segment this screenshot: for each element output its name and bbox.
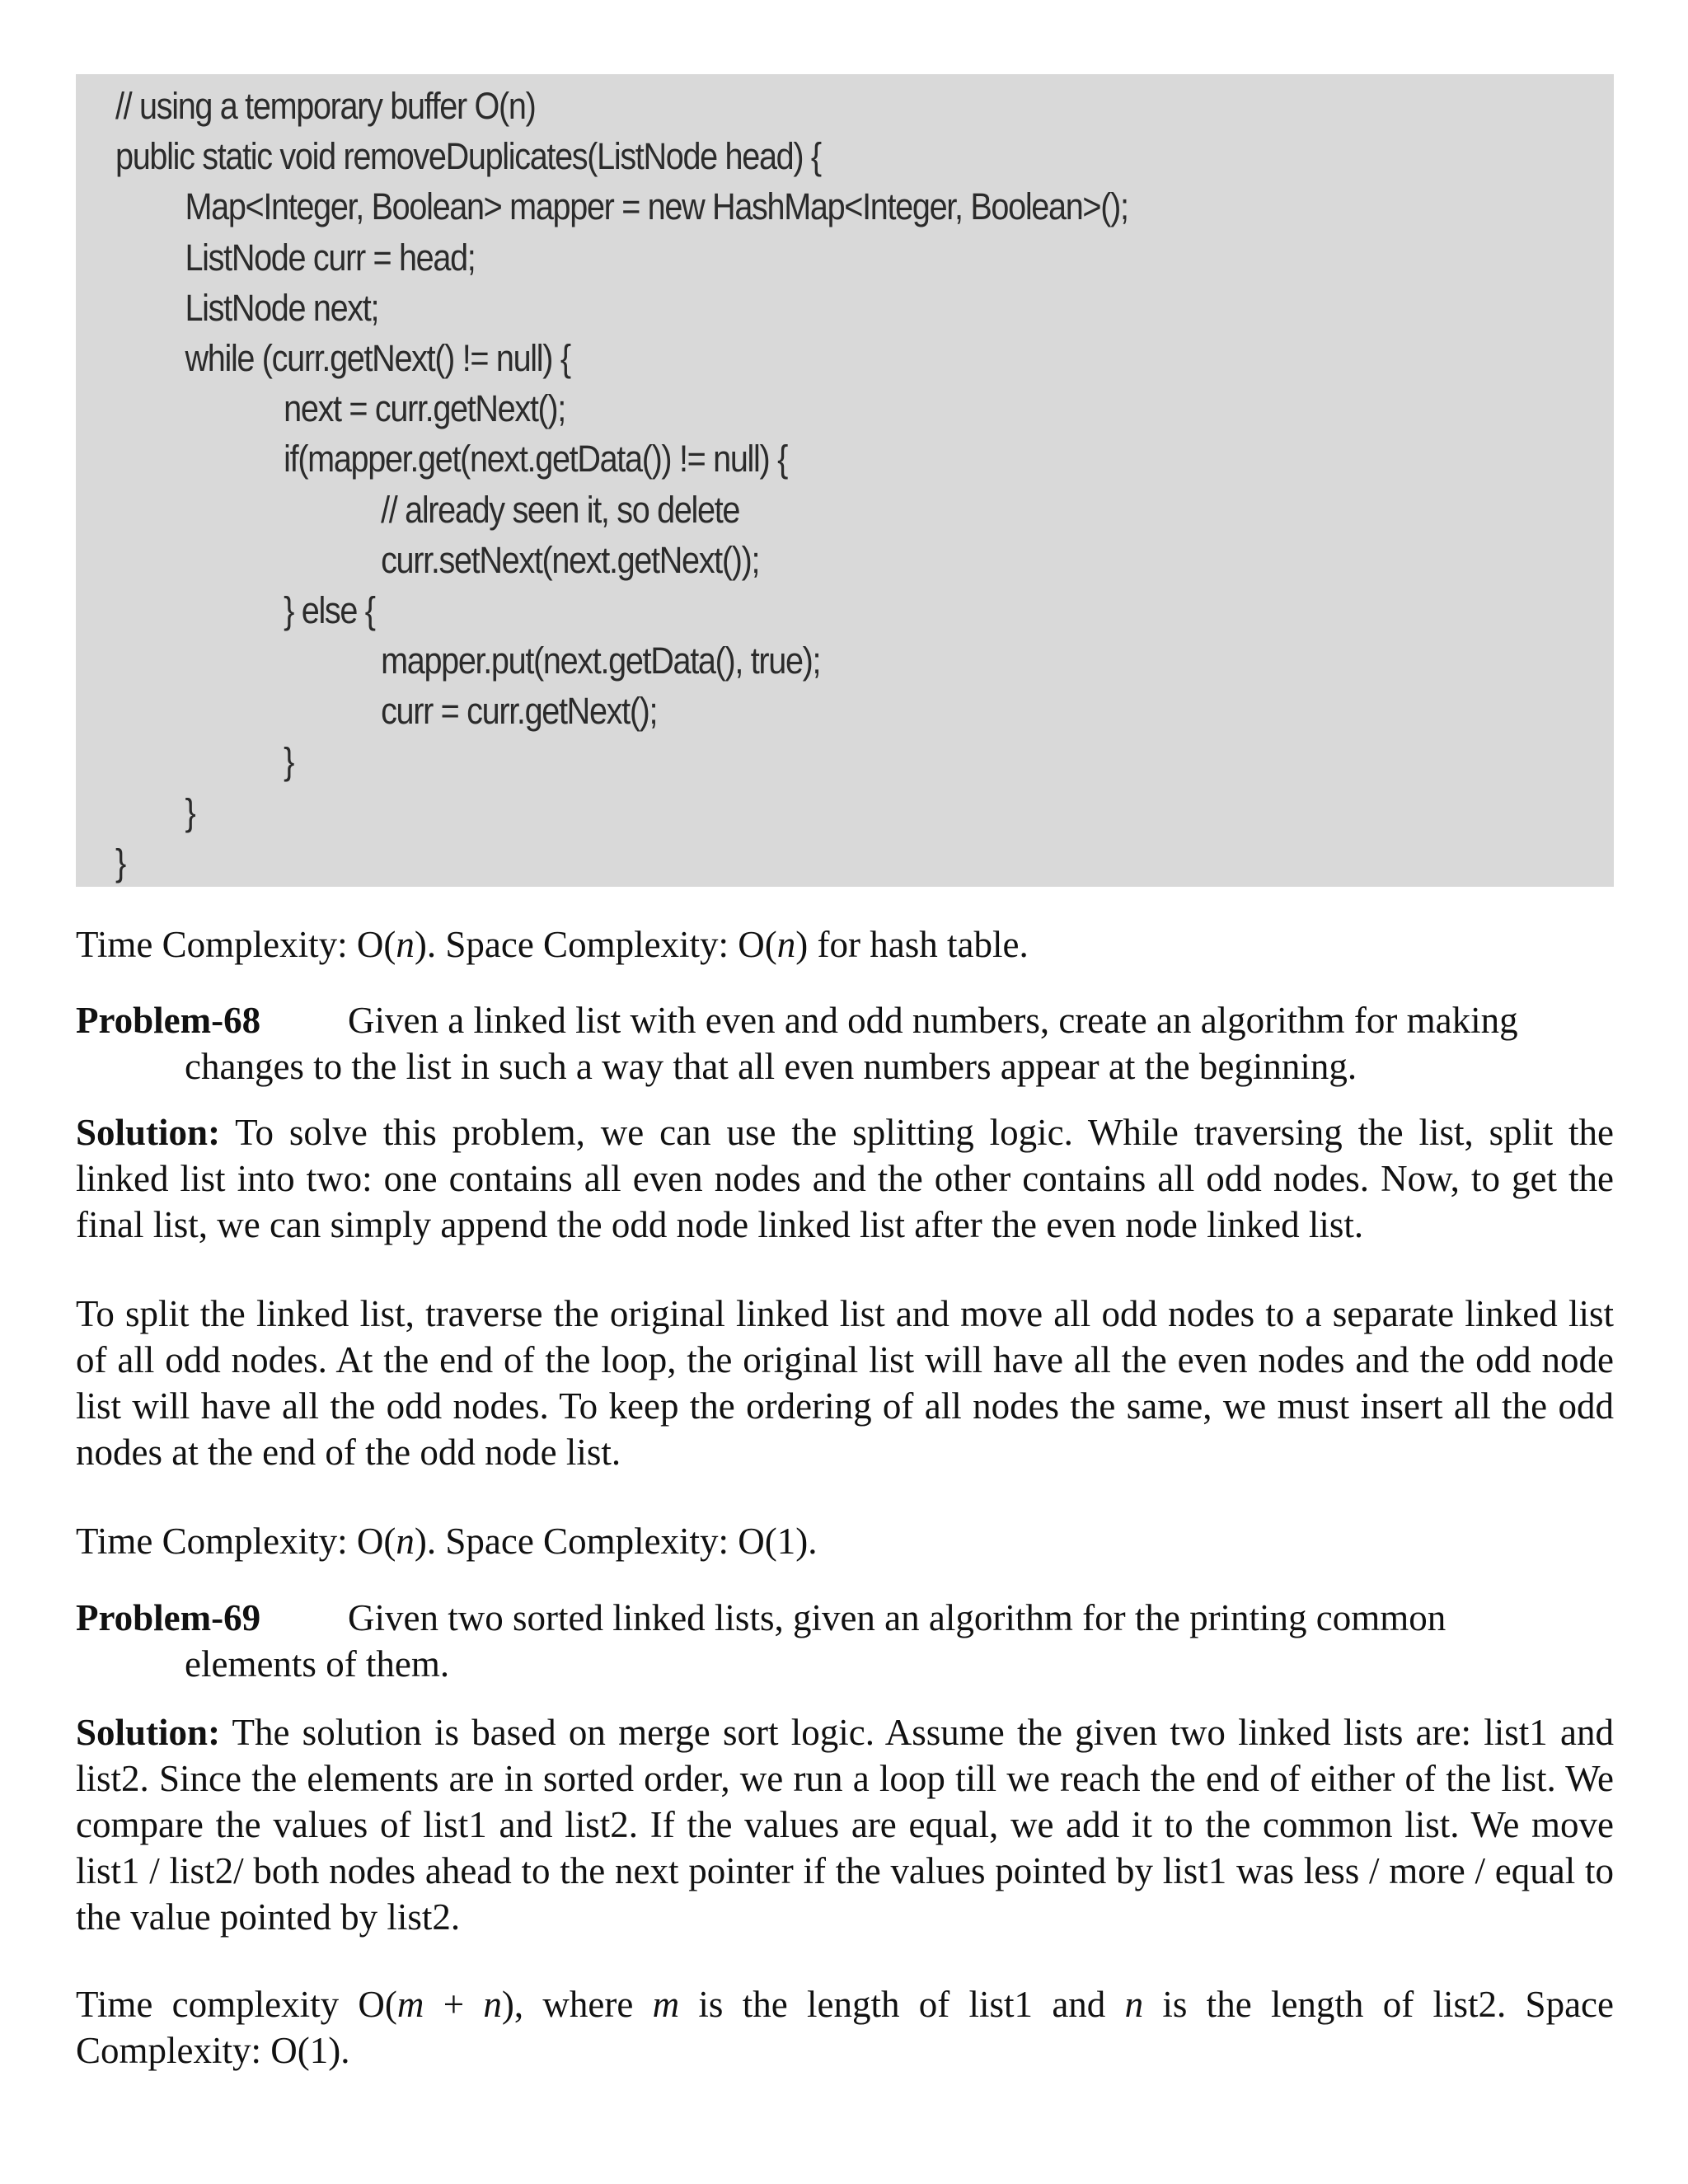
code-line: while (curr.getNext() != null) { xyxy=(185,336,570,379)
text-run: Time Complexity: O( xyxy=(76,1521,396,1562)
text-run: ). Space Complexity: O(1). xyxy=(414,1521,818,1562)
code-block xyxy=(76,74,1614,887)
problem-number: Problem-69 xyxy=(76,1597,261,1638)
solution-text: To solve this problem, we can use the splitting logic. While traversing the list, split the linked list into two: one contains all even nodes and the other contains all odd nodes. Now, to get the final list, we can simply append the odd node linked list after the even node linked list. xyxy=(76,1112,1614,1245)
solution-68-paragraph xyxy=(76,1109,1614,1248)
math-variable: n xyxy=(483,1984,502,2025)
complexity-statement xyxy=(76,1981,1614,2074)
code-line: } else { xyxy=(284,588,375,631)
math-variable: n xyxy=(396,924,415,965)
code-line: // using a temporary buffer O(n) xyxy=(115,85,536,127)
code-line: ListNode next; xyxy=(185,286,379,329)
text-run: + xyxy=(424,1984,484,2025)
solution-text: The solution is based on merge sort logic. Assume the given two linked lists are: list1 and list2. Since the elements are in sorted order, we run a loop till we reach the end of either of the list. We compare the values of list1 and list2. If the values are equal, we add it to the common list. We move list1 / list2/ both nodes ahead to the next pointer if the values pointed by list1 was less / more / equal to the value pointed by list2. xyxy=(76,1712,1614,1938)
code-line: // already seen it, so delete xyxy=(381,488,740,531)
solution-label: Solution: xyxy=(76,1712,221,1753)
solution-label: Solution: xyxy=(76,1112,221,1153)
complexity-statement xyxy=(76,1518,1614,1564)
problem-text: Given two sorted linked lists, given an algorithm for the printing common xyxy=(348,1597,1447,1638)
code-line: curr = curr.getNext(); xyxy=(381,690,658,733)
code-line: ListNode curr = head; xyxy=(185,236,476,279)
problem-69-continuation: elements of them. xyxy=(185,1643,450,1685)
math-variable: n xyxy=(776,924,796,965)
solution-68-paragraph-2: To split the linked list, traverse the original linked list and move all odd nodes to a separate linked list of all odd nodes. At the end of the loop, the original list will have all the even nodes and the odd node list will have all the odd nodes. To keep the ordering of all nodes the same, we must insert all the odd nodes at the end of the odd node list. xyxy=(76,1293,1614,1473)
code-line: curr.setNext(next.getNext()); xyxy=(381,538,760,581)
problem-text: Given a linked list with even and odd numbers, create an algorithm for making xyxy=(348,1000,1518,1041)
problem-69-heading xyxy=(76,1595,1614,1641)
code-line: Map<Integer, Boolean> mapper = new HashMap<Integer, Boolean>(); xyxy=(185,185,1128,228)
code-line: next = curr.getNext(); xyxy=(284,387,565,430)
text-run: ). Space Complexity: O( xyxy=(414,924,777,965)
math-variable: m xyxy=(652,1984,680,2025)
problem-number: Problem-68 xyxy=(76,1000,261,1041)
math-variable: m xyxy=(396,1984,424,2025)
code-line: } xyxy=(284,740,294,783)
text-run: is the length of list2. Space Complexity: O(1). xyxy=(76,1984,1614,2071)
code-line: mapper.put(next.getData(), true); xyxy=(381,640,821,682)
code-line: public static void removeDuplicates(ListNode head) { xyxy=(115,135,821,178)
solution-69-paragraph xyxy=(76,1709,1614,1940)
math-variable: n xyxy=(1124,1984,1144,2025)
code-line: if(mapper.get(next.getData()) != null) { xyxy=(284,438,787,480)
complexity-statement xyxy=(76,921,1614,968)
text-run: Time complexity O( xyxy=(76,1984,397,2025)
text-run: ), where xyxy=(501,1984,653,2025)
math-variable: n xyxy=(396,1521,415,1562)
code-line: } xyxy=(185,790,195,833)
text-run: is the length of list1 and xyxy=(679,1984,1125,2025)
problem-68-heading xyxy=(76,997,1614,1043)
code-line: } xyxy=(115,841,125,883)
text-run: ) for hash table. xyxy=(795,924,1029,965)
text-run: Time Complexity: O( xyxy=(76,924,396,965)
problem-68-continuation: changes to the list in such a way that all even numbers appear at the beginning. xyxy=(185,1046,1357,1087)
